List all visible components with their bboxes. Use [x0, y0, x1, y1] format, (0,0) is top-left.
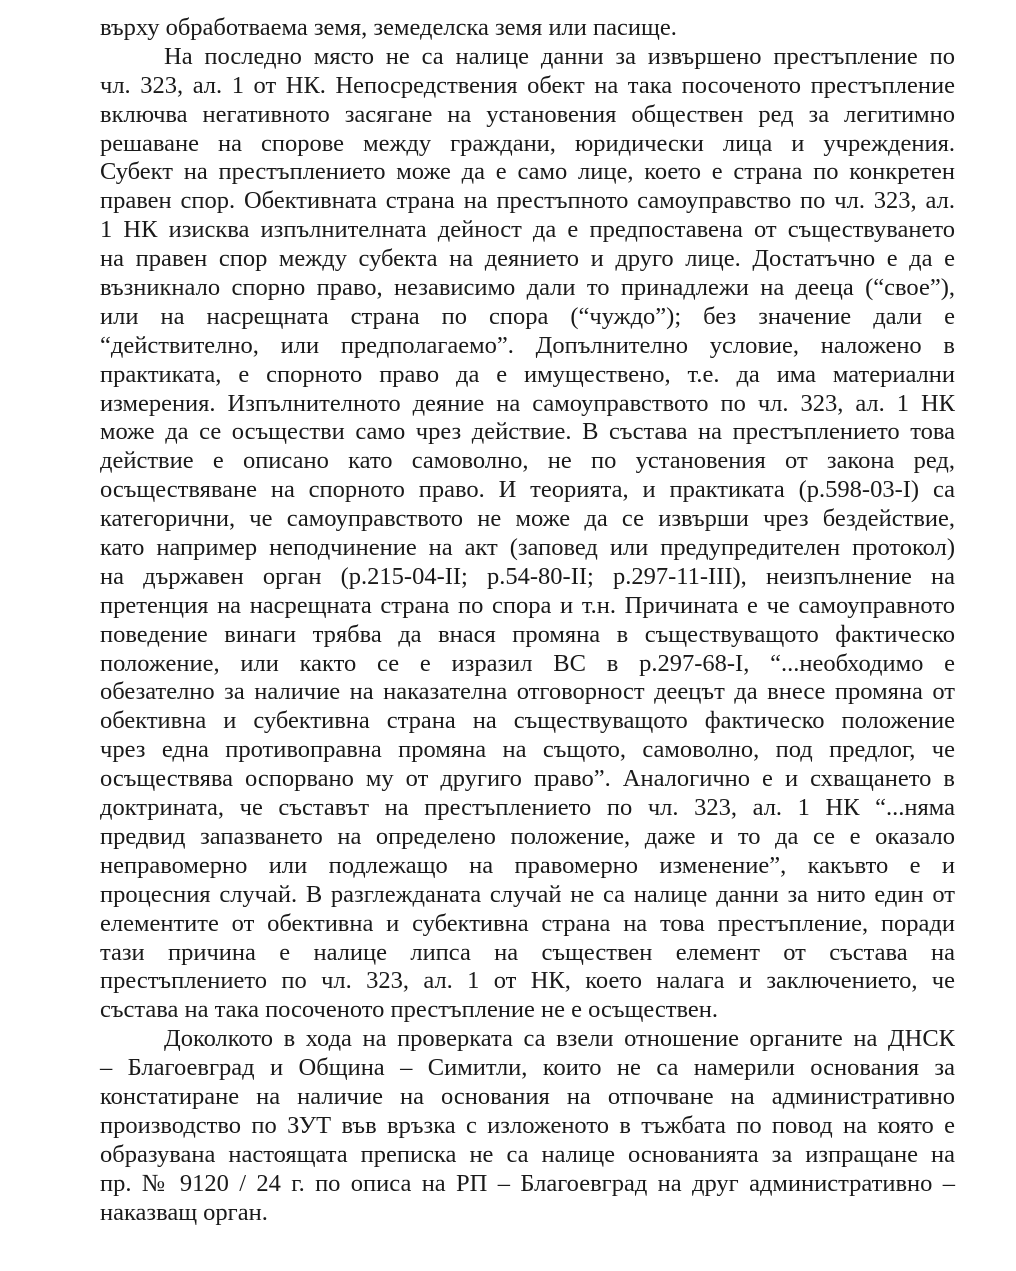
text-line: пр. № 9120 / 24 г. по описа на РП – Благоевград на друг административно –	[100, 1169, 955, 1197]
text-line: състава на така посоченото престъпление не е осъществен.	[100, 996, 719, 1024]
text-line: решаване на спорове между граждани, юридически лица и учреждения.	[100, 129, 955, 157]
text-line: предвид запазването на определено положение, даже и то да се е оказало	[100, 822, 955, 850]
text-line: измерения. Изпълнителното деяние на самоуправството по чл. 323, ал. 1 НК	[100, 389, 955, 417]
text-line: “действително, или предполагаемо”. Допълнително условие, наложено в	[100, 331, 955, 359]
text-line: – Благоевград и Община – Симитли, които не са намерили основания за	[100, 1054, 955, 1082]
text-line: осъществява оспорвано му от другиго право”. Аналогично е и схващането в	[100, 765, 955, 793]
text-line: включва негативното засягане на установения обществен ред за легитимно	[100, 100, 955, 128]
text-line: На последно място не са налице данни за извършено престъпление по	[164, 42, 955, 70]
text-line: чл. 323, ал. 1 от НК. Непосредствения обект на така посоченото престъпление	[100, 71, 955, 99]
text-line: върху обработваема земя, земеделска земя или пасище.	[100, 14, 677, 41]
text-line: положение, или както се е изразил ВС в р.297-68-I, “...необходимо е	[100, 649, 955, 677]
text-line: правен спор. Обективната страна на престъпното самоуправство по чл. 323, ал.	[100, 187, 955, 215]
text-line: обезателно за наличие на наказателна отговорност деецът да внесе промяна от	[100, 678, 955, 706]
text-line: производство по ЗУТ във връзка с изложеното в тъжбата по повод на която е	[100, 1111, 955, 1139]
text-line: престъплението по чл. 323, ал. 1 от НК, което налага и заключението, че	[100, 967, 955, 995]
paragraph	[100, 1025, 955, 1227]
text-line: чрез една противоправна промяна на същото, самоволно, под предлог, че	[100, 736, 955, 764]
text-line: като например неподчинение на акт (заповед или предупредителен протокол)	[100, 534, 955, 562]
text-line: Доколкото в хода на проверката са взели отношение органите на ДНСК	[164, 1025, 955, 1053]
text-line: на правен спор между субекта на деянието и друго лице. Достатъчно е да е	[100, 245, 955, 273]
text-line: тази причина е налице липса на съществен елемент от състава на	[100, 938, 955, 966]
text-line: констатиране на наличие на основания на отпочване на административно	[100, 1082, 955, 1110]
document-body	[100, 14, 955, 1227]
text-line: на държавен орган (р.215-04-II; р.54-80-II; р.297-11-III), неизпълнение на	[100, 562, 955, 590]
text-line: може да се осъществи само чрез действие. В състава на престъплението това	[100, 418, 955, 446]
text-line: категорични, че самоуправството не може да се извърши чрез бездействие,	[100, 505, 955, 533]
paragraph	[100, 14, 955, 43]
paragraph	[100, 43, 955, 1025]
text-line: елементите от обективна и субективна страна на това престъпление, поради	[100, 909, 955, 937]
text-line: неправомерно или подлежащо на правомерно изменение”, какъвто е и	[100, 851, 955, 879]
text-line: процесния случай. В разглежданата случай не са налице данни за нито един от	[100, 880, 955, 908]
text-line: или на насрещната страна по спора (“чуждо”); без значение дали е	[100, 302, 955, 330]
text-line: претенция на насрещната страна по спора и т.н. Причината е че самоуправното	[100, 591, 955, 619]
text-line: поведение винаги трябва да внася промяна в съществуващото фактическо	[100, 620, 955, 648]
text-line: осъществяване на спорното право. И теорията, и практиката (р.598-03-I) са	[100, 476, 955, 504]
text-line: наказващ орган.	[100, 1198, 268, 1226]
text-line: образувана настоящата преписка не са налице основанията за изпращане на	[100, 1140, 955, 1168]
text-line: 1 НК изисква изпълнителната дейност да е предпоставена от съществуването	[100, 216, 955, 244]
text-line: възникнало спорно право, независимо дали то принадлежи на дееца (“свое”),	[100, 274, 955, 302]
text-line: действие е описано като самоволно, не по установения от закона ред,	[100, 447, 955, 475]
text-line: Субект на престъплението може да е само лице, което е страна по конкретен	[100, 158, 955, 186]
text-line: обективна и субективна страна на съществуващото фактическо положение	[100, 707, 955, 735]
text-line: практиката, е спорното право да е имуществено, т.е. да има материални	[100, 360, 955, 388]
text-line: доктрината, че съставът на престъплението по чл. 323, ал. 1 НК “...няма	[100, 794, 955, 822]
